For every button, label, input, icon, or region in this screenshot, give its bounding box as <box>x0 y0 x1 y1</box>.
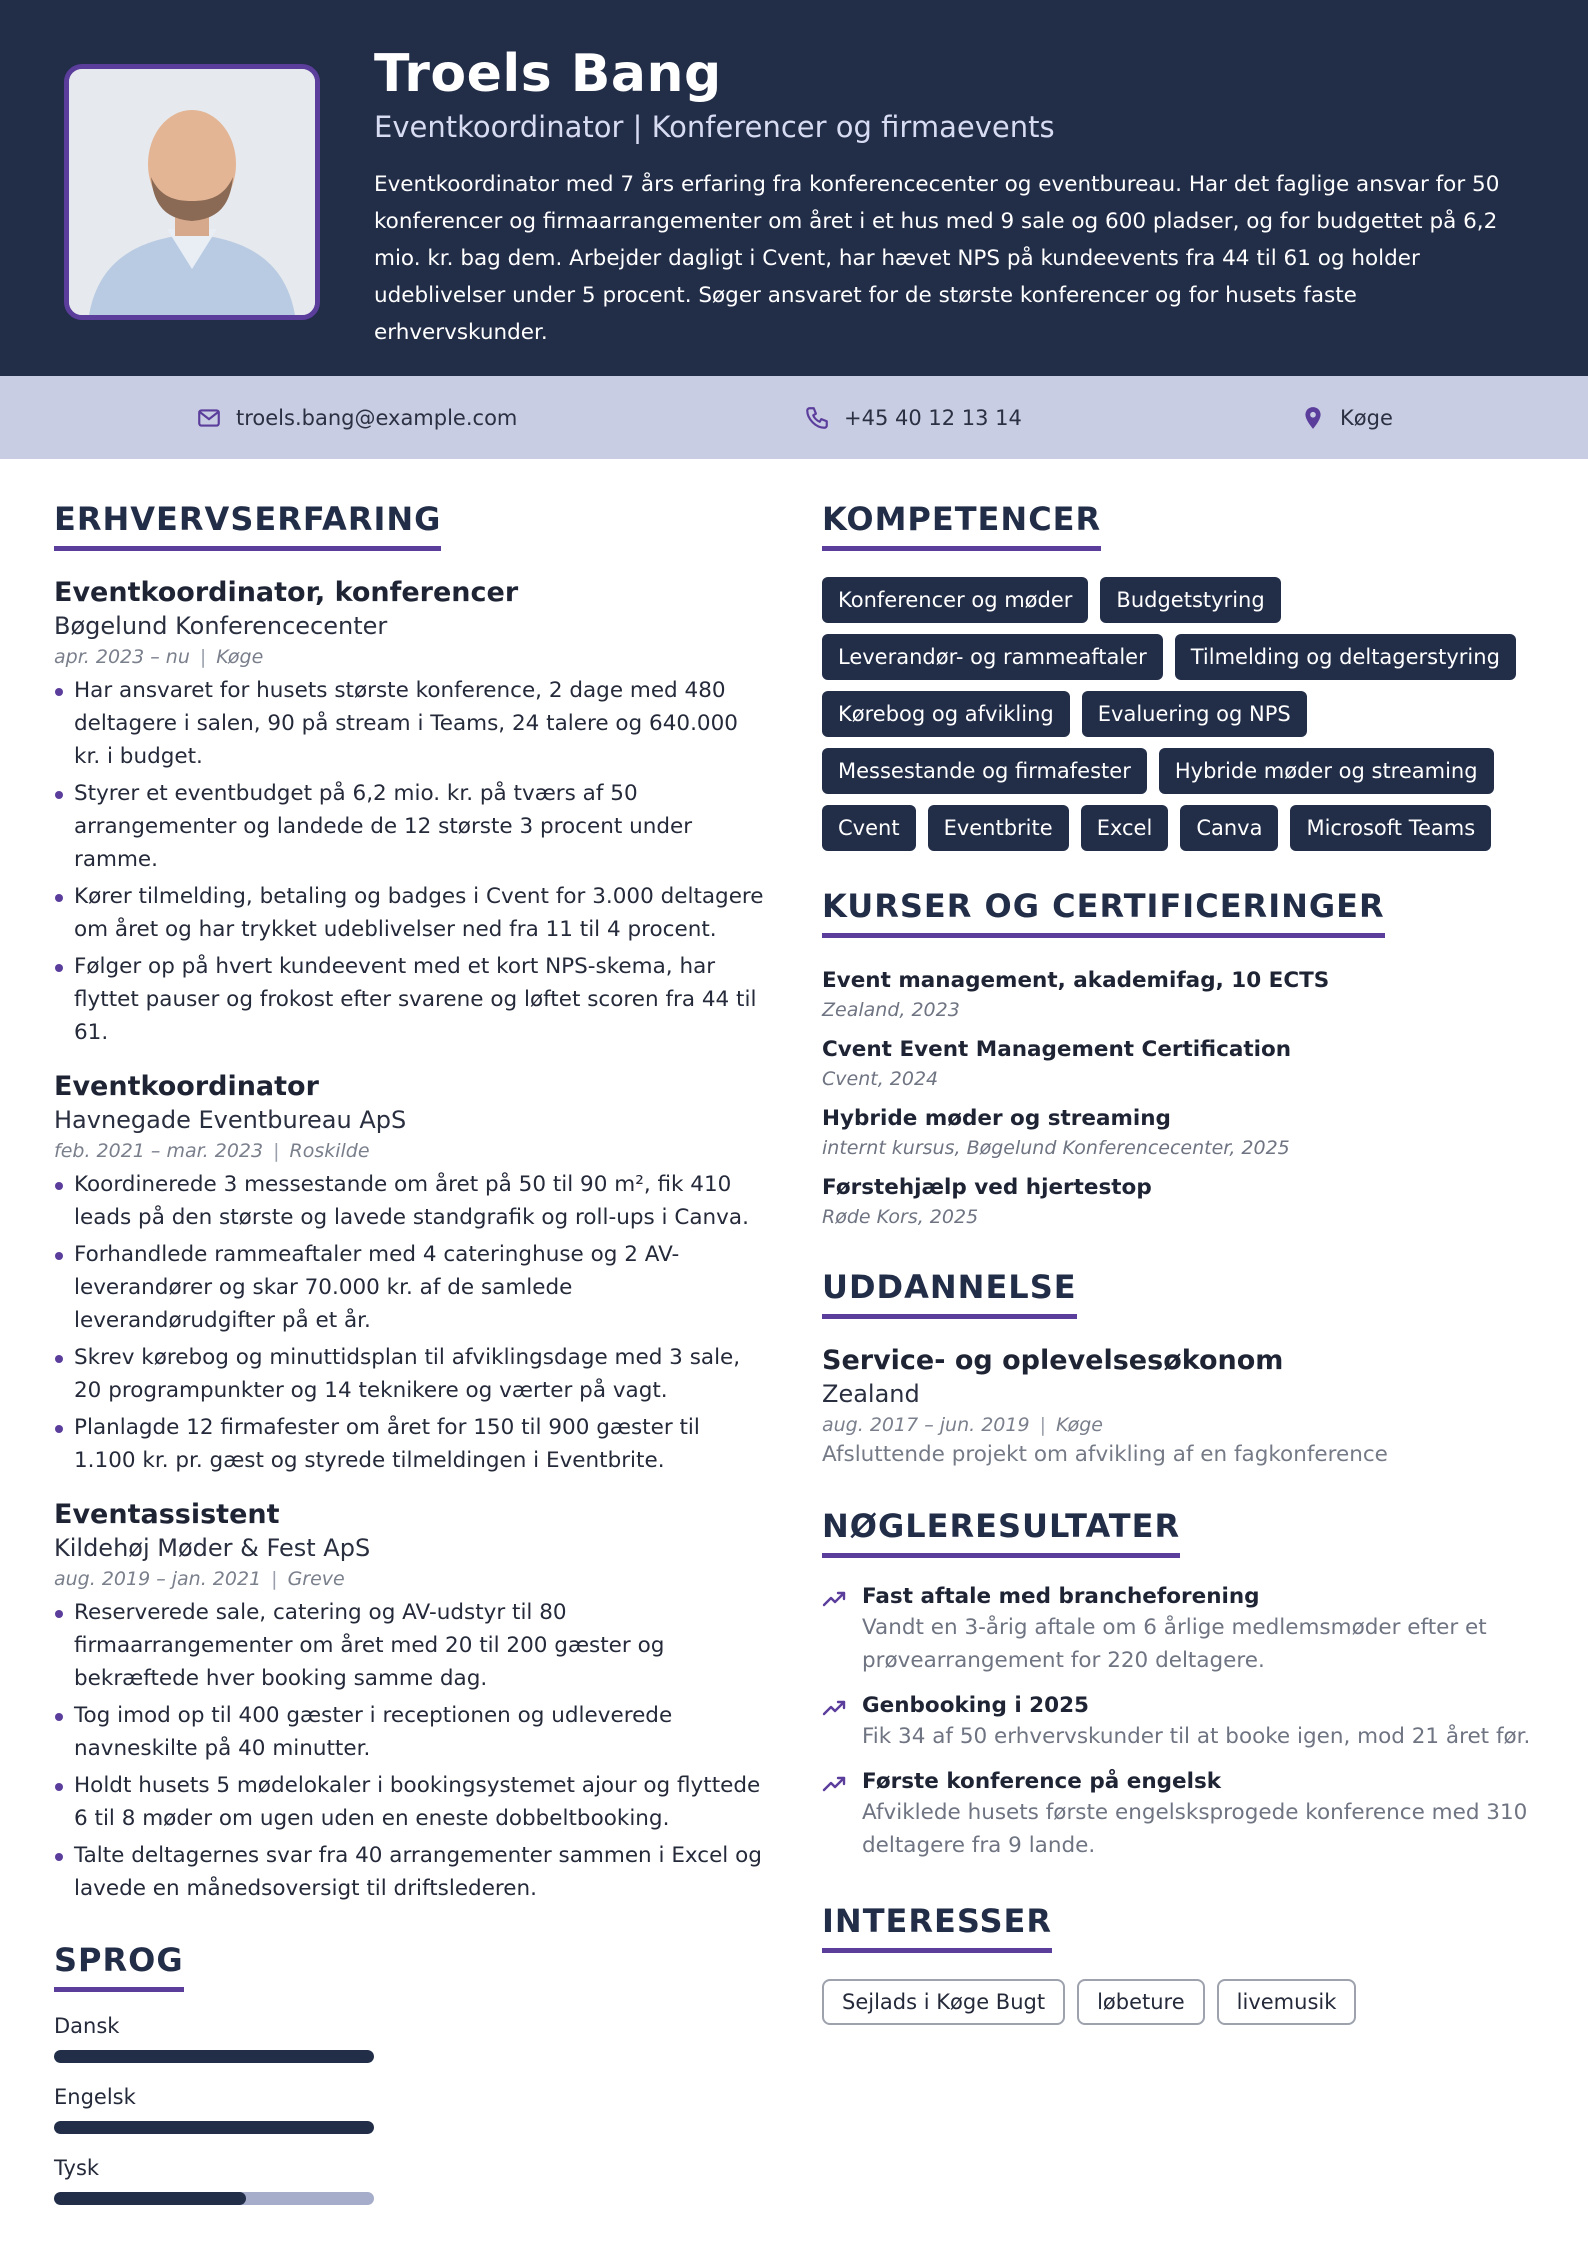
skills-list <box>822 577 1522 851</box>
interest-pill: livemusik <box>1217 1979 1357 2025</box>
skill-chip: Cvent <box>822 805 916 851</box>
trending-up-icon <box>822 1773 848 1795</box>
job-bullet: Reserverede sale, catering og AV-udstyr til 80 firmaarrangementer om året med 20 til 200 gæster og bekræftede hver booking samme dag. <box>54 1596 764 1695</box>
job-entry <box>54 577 764 1049</box>
skill-chip: Eventbrite <box>928 805 1069 851</box>
education-meta: aug. 2017 – jun. 2019 | Køge <box>822 1414 1103 1436</box>
job-bullet: Holdt husets 5 mødelokaler i bookingsystemet ajour og flyttede 6 til 8 møder om ugen uden en eneste dobbeltbooking. <box>54 1769 764 1835</box>
job-company: Kildehøj Møder & Fest ApS <box>54 1534 371 1562</box>
job-place: Roskilde <box>289 1140 370 1162</box>
right-column <box>822 500 1542 2025</box>
mail-icon <box>196 405 222 431</box>
skill-chip: Hybride møder og streaming <box>1159 748 1494 794</box>
job-meta: aug. 2019 – jan. 2021 | Greve <box>54 1568 345 1590</box>
languages-section <box>54 1941 764 2205</box>
header <box>0 0 1588 376</box>
profile-summary: Eventkoordinator med 7 års erfaring fra konferencecenter og eventbureau. Har det faglige ansvar for 50 konferencer og firmaarrangementer om året i et hus med 9 sale og 600 pladser, og for budgettet på 6,2 mio. kr. bag dem. Arbejder dagligt i Cvent, har hævet NPS på kundeevents fra 44 til 61 og holder udeblivelser under 5 procent. Søger ansvaret for de største konferencer og for husets faste erhvervskunder. <box>374 172 1500 345</box>
language-level-bar <box>54 2121 374 2134</box>
job-bullet: Talte deltagernes svar fra 40 arrangementer sammen i Excel og lavede en månedsoversigt til driftslederen. <box>54 1839 764 1905</box>
job-bullets <box>54 674 764 1049</box>
contact-email[interactable] <box>196 376 517 459</box>
job-company: Havnegade Eventbureau ApS <box>54 1106 407 1134</box>
education-section <box>822 1268 1542 1467</box>
phone-text: +45 40 12 13 14 <box>844 405 1022 430</box>
course-item <box>822 1106 1542 1159</box>
job-entry <box>54 1499 764 1905</box>
job-dates: apr. 2023 – nu <box>54 646 190 668</box>
interest-pill: Sejlads i Køge Bugt <box>822 1979 1065 2025</box>
education-description: Afsluttende projekt om afvikling af en fagkonference <box>822 1442 1388 1467</box>
experience-heading: ERHVERVSERFARING <box>54 500 441 551</box>
language-name: Dansk <box>54 2014 120 2038</box>
language-level-fill <box>54 2121 374 2134</box>
job-bullet: Følger op på hvert kundeevent med et kort NPS-skema, har flyttet pauser og frokost efter svarene og løftet scoren fra 44 til 61. <box>54 950 764 1049</box>
contact-bar <box>0 376 1588 459</box>
skill-chip: Microsoft Teams <box>1290 805 1491 851</box>
result-description: Vandt en 3-årig aftale om 6 årlige medlemsmøder efter et prøvearrangement for 220 deltagere. <box>862 1615 1487 1673</box>
course-provider: Røde Kors, 2025 <box>822 1206 979 1228</box>
language-level-fill <box>54 2050 374 2063</box>
result-title: Første konference på engelsk <box>862 1769 1222 1794</box>
skill-chip: Evaluering og NPS <box>1082 691 1307 737</box>
trending-up-icon <box>822 1697 848 1719</box>
course-provider: internt kursus, Bøgelund Konferencecenter, 2025 <box>822 1137 1290 1159</box>
course-title: Førstehjælp ved hjertestop <box>822 1175 1152 1200</box>
course-provider: Zealand, 2023 <box>822 999 960 1021</box>
job-meta: apr. 2023 – nu | Køge <box>54 646 264 668</box>
result-item <box>822 1693 1542 1753</box>
results-section <box>822 1507 1542 1862</box>
job-bullet: Styrer et eventbudget på 6,2 mio. kr. på tværs af 50 arrangementer og landede de 12 største 3 procent under ramme. <box>54 777 764 876</box>
language-item <box>54 2156 764 2205</box>
education-place: Køge <box>1055 1414 1103 1436</box>
skill-chip: Konferencer og møder <box>822 577 1088 623</box>
interests-section <box>822 1902 1542 2025</box>
language-level-bar <box>54 2050 374 2063</box>
location-pin-icon <box>1300 405 1326 431</box>
skill-chip: Budgetstyring <box>1100 577 1280 623</box>
course-title: Hybride møder og streaming <box>822 1106 1171 1131</box>
education-heading: UDDANNELSE <box>822 1268 1077 1319</box>
skill-chip: Messestande og firmafester <box>822 748 1147 794</box>
interests-list <box>822 1979 1542 2025</box>
job-title: Eventkoordinator, konferencer <box>54 577 519 608</box>
education-dates: aug. 2017 – jun. 2019 <box>822 1414 1030 1436</box>
skills-heading: KOMPETENCER <box>822 500 1101 551</box>
interest-pill: løbeture <box>1077 1979 1205 2025</box>
job-company: Bøgelund Konferencecenter <box>54 612 388 640</box>
result-title: Genbooking i 2025 <box>862 1693 1090 1718</box>
result-title: Fast aftale med brancheforening <box>862 1584 1260 1609</box>
job-bullets <box>54 1168 764 1477</box>
phone-icon <box>804 405 830 431</box>
job-bullet: Tog imod op til 400 gæster i receptionen og udleverede navneskilte på 40 minutter. <box>54 1699 764 1765</box>
candidate-name: Troels Bang <box>374 44 722 104</box>
candidate-title: Eventkoordinator | Konferencer og firmaevents <box>374 110 1055 144</box>
language-level-fill <box>54 2192 246 2205</box>
courses-section <box>822 887 1542 1228</box>
job-title: Eventkoordinator <box>54 1071 319 1102</box>
job-place: Køge <box>216 646 264 668</box>
education-school: Zealand <box>822 1380 920 1408</box>
location-text: Køge <box>1340 405 1393 430</box>
course-provider: Cvent, 2024 <box>822 1068 939 1090</box>
languages-heading: SPROG <box>54 1941 184 1992</box>
course-title: Event management, akademifag, 10 ECTS <box>822 968 1330 993</box>
job-dates: feb. 2021 – mar. 2023 <box>54 1140 264 1162</box>
courses-heading: KURSER OG CERTIFICERINGER <box>822 887 1385 938</box>
avatar-illustration <box>69 69 315 315</box>
job-dates: aug. 2019 – jan. 2021 <box>54 1568 262 1590</box>
skill-chip: Excel <box>1081 805 1169 851</box>
result-item <box>822 1769 1542 1862</box>
language-item <box>54 2014 764 2063</box>
job-entry <box>54 1071 764 1477</box>
contact-location <box>1300 376 1393 459</box>
job-bullet: Kører tilmelding, betaling og badges i Cvent for 3.000 deltagere om året og har trykket udeblivelser ned fra 11 til 4 procent. <box>54 880 764 946</box>
skill-chip: Tilmelding og deltagerstyring <box>1175 634 1516 680</box>
job-bullet: Har ansvaret for husets største konference, 2 dage med 480 deltagere i salen, 90 på stream i Teams, 24 talere og 640.000 kr. i budget. <box>54 674 764 773</box>
job-bullet: Forhandlede rammeaftaler med 4 cateringhuse og 2 AV-leverandører og skar 70.000 kr. af de samlede leverandørudgifter på et år. <box>54 1238 764 1337</box>
language-item <box>54 2085 764 2134</box>
job-place: Greve <box>287 1568 345 1590</box>
course-item <box>822 968 1542 1021</box>
job-bullet: Skrev kørebog og minuttidsplan til afviklingsdage med 3 sale, 20 programpunkter og 14 teknikere og værter på vagt. <box>54 1341 764 1407</box>
job-bullets <box>54 1596 764 1905</box>
job-meta: feb. 2021 – mar. 2023 | Roskilde <box>54 1140 370 1162</box>
profile-photo <box>64 64 320 320</box>
result-item <box>822 1584 1542 1677</box>
language-name: Tysk <box>54 2156 100 2180</box>
language-level-bar <box>54 2192 374 2205</box>
course-title: Cvent Event Management Certification <box>822 1037 1292 1062</box>
job-title: Eventassistent <box>54 1499 280 1530</box>
language-name: Engelsk <box>54 2085 136 2109</box>
job-bullet: Planlagde 12 firmafester om året for 150 til 900 gæster til 1.100 kr. pr. gæst og styrede tilmeldingen i Eventbrite. <box>54 1411 764 1477</box>
trending-up-icon <box>822 1588 848 1610</box>
job-bullet: Koordinerede 3 messestande om året på 50 til 90 m², fik 410 leads på den største og lavede standgrafik og roll-ups i Canva. <box>54 1168 764 1234</box>
result-description: Fik 34 af 50 erhvervskunder til at booke igen, mod 21 året før. <box>862 1724 1531 1749</box>
results-heading: NØGLERESULTATER <box>822 1507 1180 1558</box>
skill-chip: Canva <box>1180 805 1278 851</box>
skill-chip: Kørebog og afvikling <box>822 691 1070 737</box>
contact-phone[interactable] <box>804 376 1022 459</box>
left-column <box>54 500 764 2205</box>
education-title: Service- og oplevelsesøkonom <box>822 1345 1284 1376</box>
email-text: troels.bang@example.com <box>236 405 518 430</box>
skill-chip: Leverandør- og rammeaftaler <box>822 634 1163 680</box>
course-item <box>822 1175 1542 1228</box>
interests-heading: INTERESSER <box>822 1902 1052 1953</box>
result-description: Afviklede husets første engelsksprogede konference med 310 deltagere fra 9 lande. <box>862 1800 1528 1858</box>
course-item <box>822 1037 1542 1090</box>
